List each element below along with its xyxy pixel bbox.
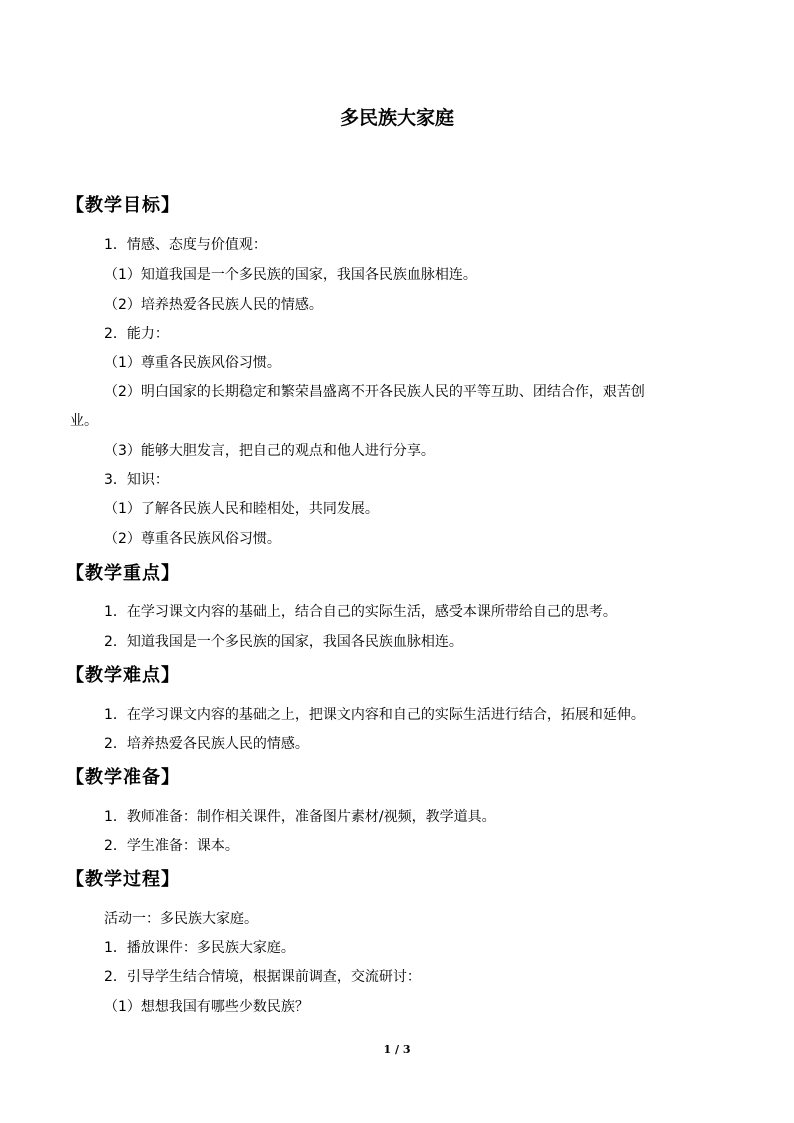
difficulties-line: 1．在学习课文内容的基础之上，把课文内容和自己的实际生活进行结合，拓展和延伸。 [104, 707, 645, 723]
objectives-line: （1）知道我国是一个多民族的国家，我国各民族血脉相连。 [104, 267, 477, 283]
key-points-line: 1．在学习课文内容的基础上，结合自己的实际生活，感受本课所带给自己的思考。 [104, 604, 617, 620]
process-line: 活动一：多民族大家庭。 [104, 911, 258, 927]
objectives-line: 2．能力： [104, 326, 169, 342]
heading-key-points: 【教学重点】 [66, 563, 180, 584]
preparation-line: 1．教师准备：制作相关课件，准备图片素材/视频，教学道具。 [104, 809, 496, 825]
objectives-line: 3．知识： [104, 472, 169, 488]
objectives-line: （2）尊重各民族风俗习惯。 [104, 531, 281, 547]
heading-process: 【教学过程】 [66, 869, 180, 890]
preparation-line: 2．学生准备：课本。 [104, 838, 239, 854]
page-number: 1 / 3 [383, 1043, 411, 1056]
process-line: （1）想想我国有哪些少数民族？ [104, 999, 309, 1015]
heading-difficulties: 【教学难点】 [66, 665, 180, 686]
objectives-line: 1．情感、态度与价值观： [104, 237, 267, 253]
objectives-line: （1）尊重各民族风俗习惯。 [104, 355, 281, 371]
process-line: 1．播放课件：多民族大家庭。 [104, 940, 295, 956]
objectives-line: 业。 [70, 413, 98, 429]
key-points-line: 2．知道我国是一个多民族的国家，我国各民族血脉相连。 [104, 634, 463, 650]
objectives-line: （2）明白国家的长期稳定和繁荣昌盛离不开各民族人民的平等互助、团结合作，艰苦创 [104, 384, 645, 400]
heading-objectives: 【教学目标】 [66, 195, 180, 216]
objectives-line: （3）能够大胆发言，把自己的观点和他人进行分享。 [104, 443, 435, 459]
page-title: 多民族大家庭 [339, 107, 454, 129]
heading-preparation: 【教学准备】 [66, 767, 180, 788]
objectives-line: （1）了解各民族人民和睦相处，共同发展。 [104, 501, 379, 517]
objectives-line: （2）培养热爱各民族人民的情感。 [104, 297, 323, 313]
process-line: 2．引导学生结合情境，根据课前调查，交流研讨： [104, 969, 421, 985]
difficulties-line: 2．培养热爱各民族人民的情感。 [104, 736, 309, 752]
